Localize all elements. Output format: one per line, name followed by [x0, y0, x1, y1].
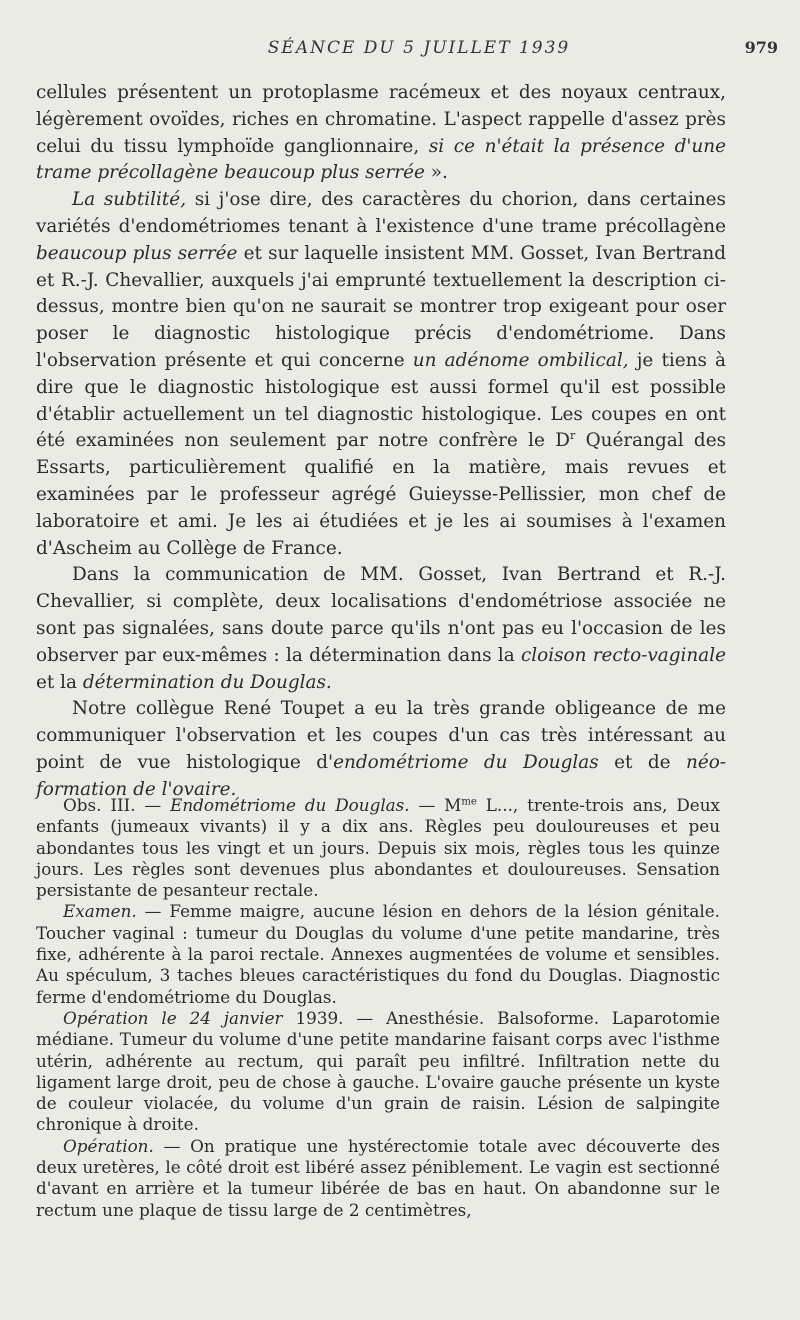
text-run: 1939. — Anesthésie. Balsoforme. Laparotomie médiane. Tumeur du volume d'une petite mandarine faisant corps avec l'isthme utérin, adhérente au rectum, qui paraît peu infiltré. Infiltration nette du ligament large droit, peu de chose à gauche. L'ovaire gauche présente un kyste de couleur violacée, du volume d'un grain de raisin. Lésion de salpingite chronique à droite. — [36, 1007, 721, 1135]
text-run: je tiens à dire que le diagnostic histologique est aussi formel qu'il est possible d'établir actuellement un tel diagnostic histologique. Les coupes en ont été examinées non seulement par notre confrère le D — [36, 349, 727, 452]
italic-run: Endométriome du Douglas. — [170, 795, 410, 815]
text-run: et sur laquelle insistent MM. Gosset, Ivan Bertrand et R.-J. Chevallier, auxquels j'ai emprunté textuellement la description ci-dessus, montre bien qu'on ne saurait se montrer trop exigeant pour oser poser le diagnostic histologique précis d'endométriome. Dans l'observation présente et qui concerne — [36, 242, 726, 371]
text-run: — On pratique une hystérectomie totale avec découverte des deux uretères, le côté droit est libéré assez péniblement. Le vagin est sectionné d'avant en arrière et la tumeur libérée de bas en haut. On abandonne sur le rectum une plaque de tissu large de 2 centimètres, — [36, 1135, 720, 1220]
text-run: L..., trente-trois ans, Deux enfants (jumeaux vivants) il y a dix ans. Règles peu douloureuses et peu abondantes tous les vingt et un jours. Depuis six mois, règles tous les quinze jours. Les règles sont devenues plus abondantes et douloureuses. Sensation persistante de pesanteur rectale. — [36, 795, 720, 901]
text-run: si j'ose dire, des caractères du chorion, dans certaines variétés d'endométriomes tenant à l'existence d'une trame précollagène — [36, 189, 726, 237]
page-header — [60, 38, 778, 68]
text-run: — Femme maigre, aucune lésion en dehors de la lésion génitale. Toucher vaginal : tumeur du Douglas du volume d'une petite mandarine, très fixe, adhérente à la paroi rectale. Annexes augmentées de volume et sensibles. Au spéculum, 3 taches bleues caractéristiques du fond du Douglas. Diagnostic ferme d'endométriome du Douglas. — [36, 901, 720, 1007]
text-run: Quérangal des Essarts, particulièrement qualifié en la matière, mais revues et examinées par le professeur agrégé Guieysse-Pellissier, mon chef de laboratoire et ami. Je les ai étudiées et je les ai soumises à l'examen d'Ascheim au Collège de France. — [36, 430, 727, 559]
text-run: — M — [409, 795, 462, 815]
text-run: cellules présentent un protoplasme racémeux et des noyaux centraux, légèrement ovoïdes, riches en chromatine. L'aspect rappelle d'assez près celui du tissu lymphoïde ganglionnaire, — [36, 82, 726, 157]
italic-run: un adénome ombilical, — [412, 349, 629, 371]
observation-paragraph-4 — [36, 1136, 720, 1221]
observation-paragraph-2 — [36, 901, 720, 1007]
italic-run: détermination du Douglas. — [82, 671, 332, 693]
running-title: SÉANCE DU 5 JUILLET 1939 — [267, 38, 571, 58]
text-run: Notre collègue René Toupet a eu la très grande obligeance de me communiquer l'observation et les coupes d'un cas très intéressant au point de vue histologique d' — [36, 698, 726, 773]
text-run: et de — [598, 751, 686, 773]
italic-run: si ce n'était la présence d'une trame précollagène beaucoup plus serrée — [36, 135, 726, 184]
body-text — [36, 80, 726, 804]
superscript: me — [461, 796, 477, 808]
paragraph-3 — [36, 562, 726, 696]
text-run: et la — [36, 671, 83, 693]
italic-run: Opération. — [63, 1135, 154, 1156]
observation-paragraph-1 — [36, 795, 720, 901]
italic-run: La subtilité, — [72, 189, 187, 211]
italic-run: Opération le 24 janvier — [63, 1007, 283, 1028]
text-run: Dans la communication de MM. Gosset, Ivan Bertrand et R.-J. Chevallier, si complète, deux localisations d'endométriose associée ne sont pas signalées, sans doute parce qu'ils n'ont pas eu l'occasion de les observer par eux-mêmes : la détermination dans la — [36, 564, 726, 666]
italic-run: Examen. — [63, 901, 137, 922]
italic-run: endométriome du Douglas — [333, 751, 599, 773]
paragraph-1 — [36, 80, 726, 187]
paragraph-4 — [36, 696, 726, 803]
page-number: 979 — [744, 38, 778, 57]
paragraph-2 — [36, 187, 726, 562]
observation-section — [36, 795, 720, 1221]
text-run: ». — [424, 162, 448, 184]
italic-run: cloison recto-vaginale — [520, 644, 726, 666]
superscript: r — [569, 429, 576, 443]
text-run: Obs. III. — — [63, 795, 171, 815]
italic-run: beaucoup plus serrée — [36, 242, 238, 264]
italic-run: néo-formation de l'ovaire. — [36, 751, 726, 800]
observation-paragraph-3 — [36, 1008, 720, 1136]
